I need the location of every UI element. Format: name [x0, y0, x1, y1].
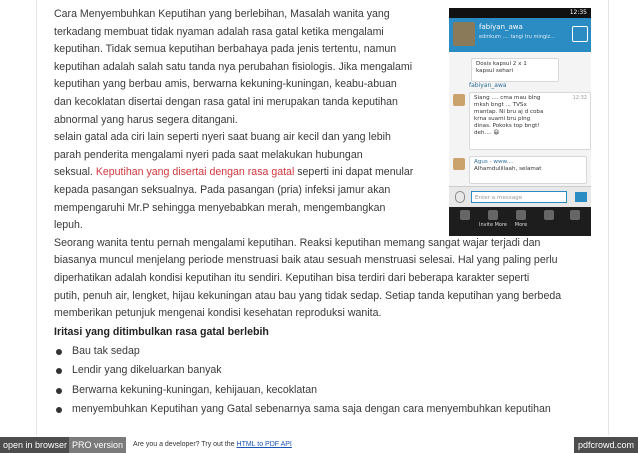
avatar: [453, 94, 465, 106]
text-line: memberikan petunjuk mengenai kondisi kesehatan reproduksi wanita.: [54, 307, 382, 320]
html-to-pdf-link[interactable]: HTML to PDF API: [236, 441, 292, 448]
more-icon: [516, 210, 526, 220]
text-segment: seksual.: [54, 166, 96, 179]
pdfcrowd-footer: [0, 437, 638, 453]
tab-label: Invite More: [479, 222, 508, 228]
list-item: [54, 342, 590, 362]
chat-bubble: [469, 156, 587, 184]
bubble-line: dinas. Pokoks top bngt!: [474, 123, 540, 129]
bubble-line: mantap. Ni bru aj d coba: [474, 109, 544, 115]
add-contact-icon: [572, 26, 588, 42]
section-heading: Iritasi yang ditimbulkan rasa gatal berlebih: [54, 325, 269, 338]
list-item: [54, 361, 590, 381]
avatar: [453, 158, 465, 170]
text-line: terkadang membuat tidak nyaman adalah rasa gatal ketika mengalami: [54, 25, 384, 38]
text-line: abnormal yang harus segera ditangani.: [54, 113, 238, 126]
contact-status: edmkum .... tangi tru mingiz...: [479, 34, 555, 40]
body-paragraph: [54, 235, 590, 323]
bullet-list: [54, 342, 590, 420]
chat-screenshot: [449, 8, 591, 236]
text-line-with-link: [54, 164, 438, 182]
tab-label: More: [514, 222, 528, 228]
promo-text: Are you a developer? Try out the: [133, 441, 237, 448]
attach-icon[interactable]: [455, 191, 465, 203]
open-in-browser-button[interactable]: open in browser: [0, 437, 70, 453]
text-line: parah penderita mengalami nyeri pada saat melakukan hubungan: [54, 148, 363, 161]
bubble-line: kapsul sehari: [476, 68, 514, 74]
bullet-icon: [56, 368, 62, 374]
bubble-line: Dosis kapsul 2 x 1: [476, 61, 527, 67]
list-item: [54, 381, 590, 401]
list-item-text: Bau tak sedap: [72, 344, 140, 357]
text-line: biasanya muncul menjelang periode menstruasi baik atau sesuah menstruasi selesai. Hal yang paling perlu: [54, 254, 558, 267]
bubble-line: Siang .... cma mau blng: [474, 95, 541, 101]
bubble-time: 12:32: [572, 95, 587, 101]
text-line: keputihan. Tidak semua keputihan berbahaya pada jenis tertentu, namun: [54, 43, 397, 56]
chat-bubble: [469, 92, 591, 150]
bottom-tab-bar: [449, 207, 591, 236]
text-segment: seperti ini dapat menular: [294, 166, 414, 179]
pro-version-button[interactable]: PRO version: [69, 437, 126, 453]
text-line: selain gatal ada ciri lain seperti nyeri saat buang air kecil dan yang lebih: [54, 131, 391, 144]
text-line: putih, penuh air, lengket, hijau kekuningan atau bau yang tidak sedap. Setiap tanda keputihan yang berbeda: [54, 289, 562, 302]
status-bar: [449, 8, 591, 18]
list-item-text: menyembuhkan Keputihan yang Gatal sebenarnya sama saja dengan cara menyembuhkan keputihan: [72, 403, 551, 416]
tab-invite-more[interactable]: [479, 210, 507, 228]
bullet-icon: [56, 349, 62, 355]
status-time: 12:35: [569, 9, 587, 16]
bubble-sender: Agus - www....: [474, 159, 514, 165]
site-link[interactable]: pdfcrowd.com: [574, 437, 638, 453]
sender-name: fabiyan_awa: [469, 82, 507, 89]
tab-menu[interactable]: [561, 210, 589, 222]
chat-bubble: [471, 58, 559, 82]
article-link[interactable]: Keputihan yang disertai dengan rasa gatal: [95, 166, 295, 179]
people-icon: [460, 210, 470, 220]
text-line: diperhatikan adalah kondisi keputihan itu sendiri. Keputihan bisa terdiri dari beberapa karakter seperti: [54, 271, 530, 284]
gear-icon: [544, 210, 554, 220]
text-line: keputihan yang berbau amis, berwarna kekuning-kuningan, keabu-abuan: [54, 78, 397, 91]
text-line: Seorang wanita tentu pernah mengalami keputihan. Reaksi keputihan memang sangat wajar terjadi dan: [54, 236, 541, 249]
bubble-line: deh.... 😄: [474, 130, 500, 136]
chat-header: [449, 18, 591, 52]
text-line: kepada pasangan seksualnya. Pada pasangan (pria) infeksi jamur akan: [54, 183, 391, 196]
right-margin-line: [608, 0, 609, 435]
developer-promo: [133, 437, 292, 453]
bubble-line: krna suami bru plng: [474, 116, 531, 122]
message-input[interactable]: Enter a message: [471, 191, 567, 203]
left-margin-line: [36, 0, 37, 435]
bullet-icon: [56, 407, 62, 413]
text-line: dan kecoklatan disertai dengan rasa gatal ini merupakan tanda keputihan: [54, 95, 398, 108]
bubble-line: Alhamdulillaah, selamat: [474, 166, 542, 172]
send-icon[interactable]: [575, 192, 587, 202]
list-item-text: Lendir yang dikeluarkan banyak: [72, 364, 222, 377]
list-item-text: Berwarna kekuning-kuningan, kehijauan, kecoklatan: [72, 383, 317, 396]
text-line: mempengaruhi Mr.P sehingga menyebabkan merah, mengembangkan: [54, 201, 386, 214]
menu-icon: [570, 210, 580, 220]
message-input-bar: [449, 186, 591, 207]
tab-more[interactable]: [507, 210, 535, 228]
avatar: [453, 22, 475, 46]
text-line: Cara Menyembuhkan Keputihan yang berlebihan, Masalah wanita yang: [54, 8, 390, 20]
list-item: [54, 400, 590, 420]
text-line: keputihan adalah salah satu tanda nya perubahan fisiologis. Jika mengalami: [54, 60, 413, 73]
tab-people[interactable]: [451, 210, 479, 222]
bubble-line: mksh bngt ... TVSx: [474, 102, 527, 108]
contact-name: fabiyan_awa: [479, 23, 523, 31]
text-line: lepuh.: [54, 219, 83, 232]
tab-settings[interactable]: [535, 210, 563, 222]
intro-paragraph: [54, 6, 438, 235]
bullet-icon: [56, 388, 62, 394]
invite-icon: [488, 210, 498, 220]
